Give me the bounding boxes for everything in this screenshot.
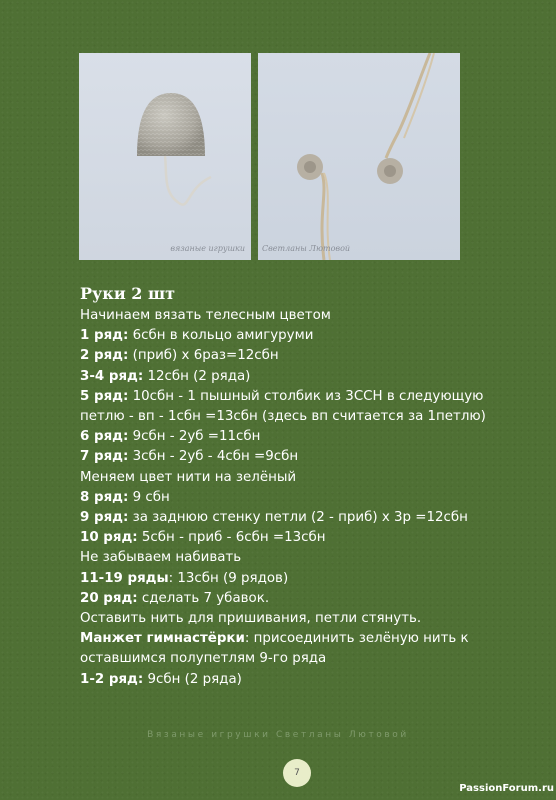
photo-knitted-hands xyxy=(258,53,460,260)
instruction-line xyxy=(80,468,520,488)
instruction-line xyxy=(80,629,520,649)
watermark-left: вязаные игрушки xyxy=(170,244,245,253)
row-label: 2 ряд: xyxy=(80,348,129,364)
row-label: 1 ряд: xyxy=(80,328,129,344)
instruction-line xyxy=(80,387,520,407)
row-text: за заднюю стенку петли (2 - приб) х 3р =12сбн xyxy=(128,510,468,526)
row-label: 3-4 ряд: xyxy=(80,368,144,384)
row-label: 9 ряд: xyxy=(80,510,129,526)
row-text: : присоединить зелёную нить к xyxy=(244,631,469,647)
row-text: оставшимся полупетлям 9-го ряда xyxy=(80,651,327,667)
section-title: Руки 2 шт xyxy=(80,284,176,303)
instruction-line xyxy=(80,306,520,326)
row-label: 6 ряд: xyxy=(80,429,129,445)
instruction-line xyxy=(80,346,520,366)
row-label: 8 ряд: xyxy=(80,489,129,505)
instruction-line xyxy=(80,488,520,508)
instruction-line xyxy=(80,589,520,609)
row-text: 9сбн - 2уб =11сбн xyxy=(128,429,261,445)
row-label: 20 ряд: xyxy=(80,590,138,606)
instruction-line xyxy=(80,427,520,447)
row-label: 11-19 ряды xyxy=(80,570,169,586)
row-text: сделать 7 убавок. xyxy=(137,590,270,606)
row-text: 3сбн - 2уб - 4сбн =9сбн xyxy=(128,449,299,465)
row-text: 12сбн (2 ряда) xyxy=(143,368,251,384)
row-label: 1-2 ряд: xyxy=(80,671,144,687)
knitted-ball-illustration xyxy=(79,53,251,260)
footer-text: Вязаные игрушки Светланы Лютовой xyxy=(147,730,409,740)
instruction-line xyxy=(80,649,520,669)
row-label: Манжет гимнастёрки xyxy=(80,631,245,647)
row-text: 5сбн - приб - 6сбн =13сбн xyxy=(137,530,326,546)
row-text: 6сбн в кольцо амигуруми xyxy=(128,328,314,344)
row-text: 9сбн (2 ряда) xyxy=(143,671,242,687)
row-label: 10 ряд: xyxy=(80,530,138,546)
row-text: Меняем цвет нити на зелёный xyxy=(80,469,297,485)
instruction-line xyxy=(80,508,520,528)
instruction-line xyxy=(80,407,520,427)
instruction-line xyxy=(80,447,520,467)
instruction-line xyxy=(80,326,520,346)
row-text: Не забываем набивать xyxy=(80,550,242,566)
knitted-hands-illustration xyxy=(258,53,460,260)
row-text: Начинаем вязать телесным цветом xyxy=(80,308,331,323)
instruction-line xyxy=(80,548,520,568)
row-text: 9 сбн xyxy=(128,489,170,505)
pattern-instructions xyxy=(80,282,520,690)
row-text: петлю - вп - 1сбн =13сбн (здесь вп считается за 1петлю) xyxy=(80,409,486,425)
watermark-right: Светланы Лютовой xyxy=(262,244,351,253)
row-label: 7 ряд: xyxy=(80,449,129,465)
photo-knitted-ball xyxy=(79,53,251,260)
row-text: (приб) х 6раз=12сбн xyxy=(128,348,279,364)
row-text: : 13сбн (9 рядов) xyxy=(168,570,289,586)
instruction-line xyxy=(80,609,520,629)
instruction-line xyxy=(80,670,520,690)
site-watermark: PassionForum.ru xyxy=(459,783,554,794)
instruction-line xyxy=(80,569,520,589)
page-number: 7 xyxy=(283,759,311,787)
instruction-line xyxy=(80,367,520,387)
row-label: 5 ряд: xyxy=(80,388,129,404)
row-text: 10сбн - 1 пышный столбик из 3ССН в следующую xyxy=(128,388,484,404)
row-text: Оставить нить для пришивания, петли стянуть. xyxy=(80,611,422,627)
instruction-line xyxy=(80,528,520,548)
